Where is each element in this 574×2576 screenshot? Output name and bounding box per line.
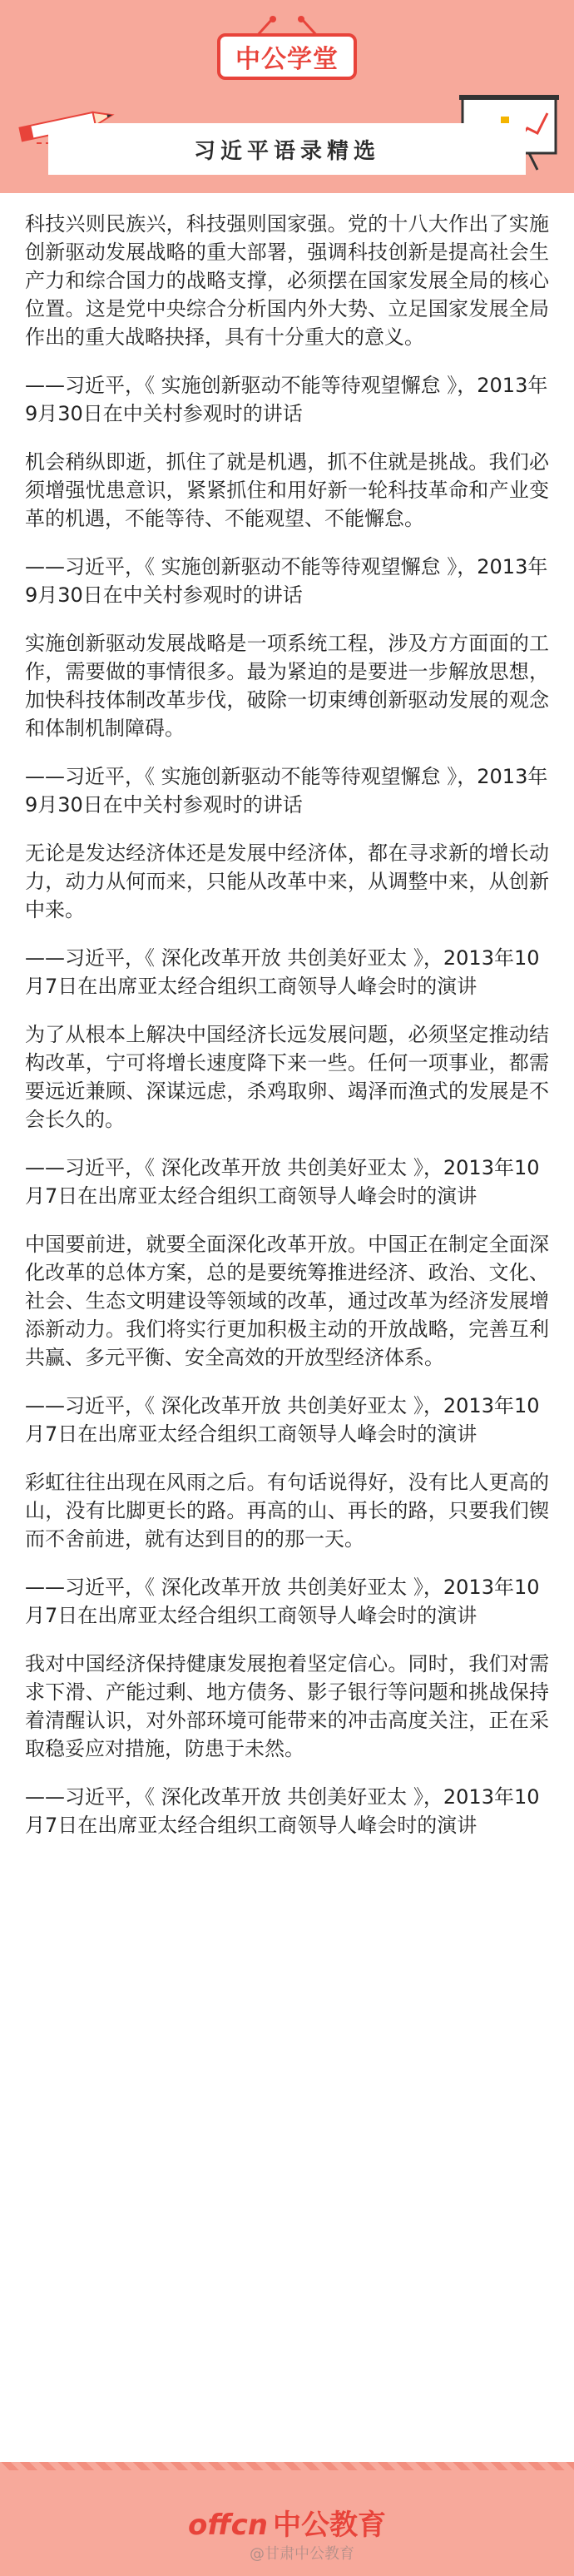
quotes-content	[0, 193, 574, 2462]
quote-text: 为了从根本上解决中国经济长远发展问题，必须坚定推动结构改革，宁可将增长速度降下来一些。任何一项事业，都需要远近兼顾、深谋远虑，杀鸡取卵、竭泽而渔式的发展是不会长久的。	[25, 1023, 549, 1131]
quote-source: ——习近平，《 深化改革开放 共创美好亚太 》，2013年10月7日在出席亚太经合组织工商领导人峰会时的演讲	[25, 1785, 540, 1837]
quote-source: ——习近平，《 实施创新驱动不能等待观望懈怠 》，2013年9月30日在中关村参观时的讲话	[25, 765, 548, 816]
logo-chinese: 中公教育	[273, 2509, 387, 2542]
weibo-watermark: @甘肃中公教育	[250, 2545, 354, 2563]
quote-text: 实施创新驱动发展战略是一项系统工程，涉及方方面面的工作，需要做的事情很多。最为紧迫的是要进一步解放思想，加快科技体制改革步伐，破除一切束缚创新驱动发展的观念和体制机制障碍。	[25, 632, 549, 740]
quote-source: ——习近平，《 深化改革开放 共创美好亚太 》，2013年10月7日在出席亚太经合组织工商领导人峰会时的演讲	[25, 1156, 540, 1208]
quote-source: ——习近平，《 实施创新驱动不能等待观望懈怠 》，2013年9月30日在中关村参观时的讲话	[25, 374, 548, 425]
quote-text: 中国要前进，就要全面深化改革开放。中国正在制定全面深化改革的总体方案，总的是要统筹推进经济、政治、文化、社会、生态文明建设等领域的改革，通过改革为经济发展增添新动力。我们将实行更加积极主动的开放战略，完善互利共赢、多元平衡、安全高效的开放型经济体系。	[25, 1233, 549, 1369]
quote-source: ——习近平，《 深化改革开放 共创美好亚太 》，2013年10月7日在出席亚太经合组织工商领导人峰会时的演讲	[25, 1394, 540, 1446]
quote-text: 彩虹往往出现在风雨之后。有句话说得好，没有比人更高的山，没有比脚更长的路。再高的山、再长的路，只要我们锲而不舍前进，就有达到目的的那一天。	[25, 1471, 549, 1551]
brand-badge	[217, 33, 357, 80]
page-title: 习近平语录精选	[193, 138, 380, 164]
quote-source: ——习近平，《 深化改革开放 共创美好亚太 》，2013年10月7日在出席亚太经合组织工商领导人峰会时的演讲	[25, 946, 540, 998]
title-banner	[48, 123, 526, 175]
quote-text: 无论是发达经济体还是发展中经济体，都在寻求新的增长动力，动力从何而来，只能从改革中来，从调整中来，从创新中来。	[25, 841, 549, 921]
quote-text: 我对中国经济保持健康发展抱着坚定信心。同时，我们对需求下滑、产能过剩、地方债务、影子银行等问题和挑战保持着清醒认识，对外部环境可能带来的冲击高度关注，正在采取稳妥应对措施，防患于未然。	[25, 1652, 549, 1760]
quote-text: 科技兴则民族兴，科技强则国家强。党的十八大作出了实施创新驱动发展战略的重大部署，强调科技创新是提高社会生产力和综合国力的战略支撑，必须摆在国家发展全局的核心位置。这是党中央综合分析国内外大势、立足国家发展全局作出的重大战略抉择，具有十分重大的意义。	[25, 212, 549, 349]
quote-source: ——习近平，《 深化改革开放 共创美好亚太 》，2013年10月7日在出席亚太经合组织工商领导人峰会时的演讲	[25, 1576, 540, 1627]
logo-latin: offcn	[187, 2509, 269, 2542]
quote-text: 机会稍纵即逝，抓住了就是机遇，抓不住就是挑战。我们必须增强忧患意识，紧紧抓住和用好新一轮科技革命和产业变革的机遇，不能等待、不能观望、不能懈怠。	[25, 450, 549, 530]
quote-source: ——习近平，《 实施创新驱动不能等待观望懈怠 》，2013年9月30日在中关村参观时的讲话	[25, 555, 548, 607]
quotes-list	[0, 193, 574, 1839]
footer-divider	[0, 2462, 574, 2470]
offcn-logo	[0, 2502, 574, 2543]
brand-name: 中公学堂	[235, 45, 339, 74]
header	[0, 0, 574, 193]
footer	[0, 2462, 574, 2576]
